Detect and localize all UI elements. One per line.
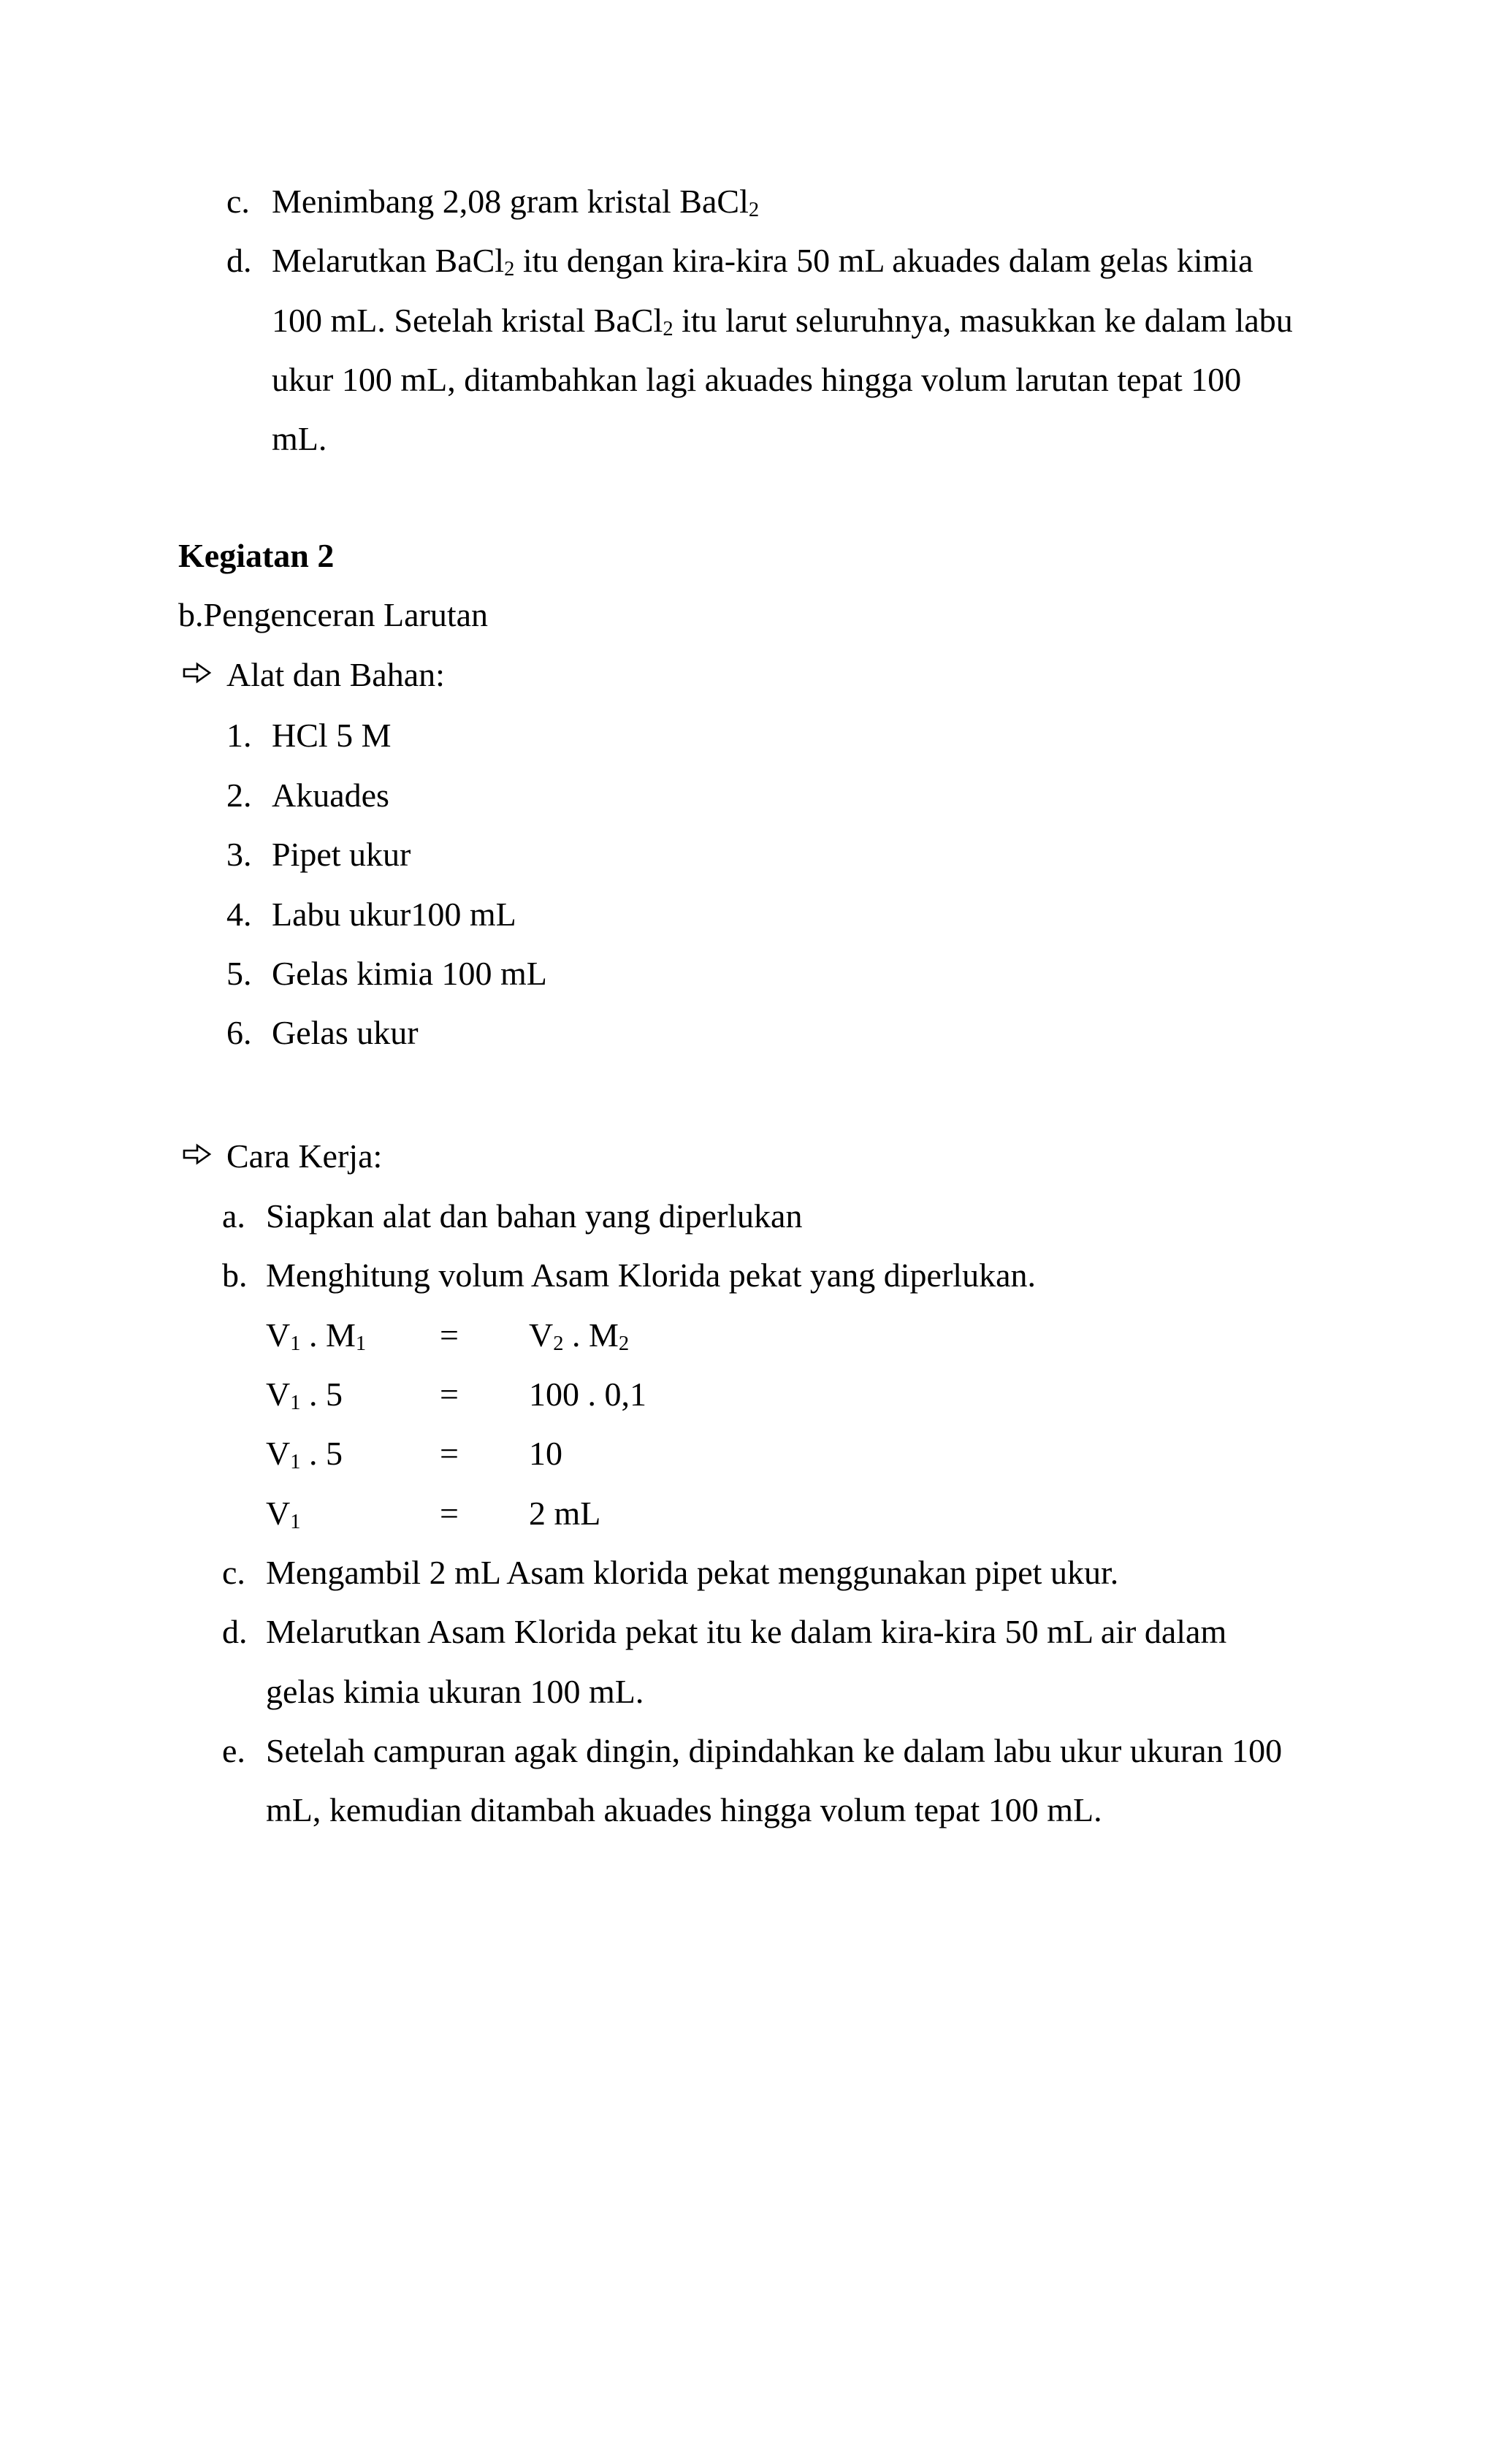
list-item: Gelas kimia 100 mL — [272, 955, 547, 992]
list-item: Melarutkan BaCl$_2$ itu dengan kira-kira 50 mL akuades dalam gelas kimia — [272, 242, 1253, 281]
equation-lhs: $V_1$ . 5 — [266, 1376, 343, 1415]
list-item: HCl 5 M — [272, 717, 392, 754]
equation-lhs: $V_1$ — [266, 1495, 301, 1534]
list-marker: 5. — [226, 955, 252, 992]
list-item: Pipet ukur — [272, 836, 411, 873]
list-item: Mengambil 2 mL Asam klorida pekat menggunakan pipet ukur. — [266, 1554, 1119, 1591]
list-item: Akuades — [272, 777, 389, 814]
equals-sign: = — [440, 1495, 459, 1532]
list-item-continuation: gelas kimia ukuran 100 mL. — [266, 1673, 644, 1710]
list-item-continuation: 100 mL. Setelah kristal BaCl$_2$ itu larut seluruhnya, masukkan ke dalam labu — [272, 302, 1293, 341]
list-marker: 2. — [226, 777, 252, 814]
list-item-continuation: ukur 100 mL, ditambahkan lagi akuades hingga volum larutan tepat 100 — [272, 361, 1242, 398]
equation-lhs: $V_1$ . 5 — [266, 1435, 343, 1474]
list-marker: 1. — [226, 717, 252, 754]
equation-rhs: 100 . 0,1 — [529, 1376, 646, 1413]
list-item: Menghitung volum Asam Klorida pekat yang diperlukan. — [266, 1256, 1036, 1294]
arrow-right-outline-icon — [183, 662, 212, 684]
list-marker: 6. — [226, 1014, 252, 1051]
list-marker: 4. — [226, 896, 252, 933]
equation-lhs: $V_1$ . $M_1$ — [266, 1316, 367, 1356]
equation-rhs: 10 — [529, 1435, 562, 1472]
equation-rhs: 2 mL — [529, 1495, 601, 1532]
equation-rhs: $V_2$ . $M_2$ — [529, 1316, 630, 1356]
alat-bahan-label: Alat dan Bahan: — [226, 656, 445, 693]
equals-sign: = — [440, 1376, 459, 1413]
section-heading: Kegiatan 2 — [178, 537, 335, 574]
list-marker: e. — [222, 1732, 245, 1769]
equals-sign: = — [440, 1316, 459, 1354]
list-marker: d. — [226, 242, 252, 279]
list-item: Setelah campuran agak dingin, dipindahkan ke dalam labu ukur ukuran 100 — [266, 1732, 1283, 1769]
list-item-continuation: mL. — [272, 420, 327, 457]
list-marker: c. — [226, 183, 250, 220]
list-marker: 3. — [226, 836, 252, 873]
list-item: Siapkan alat dan bahan yang diperlukan — [266, 1197, 803, 1235]
list-item: Menimbang 2,08 gram kristal BaCl$_2$ — [272, 183, 760, 222]
section-subheading: b.Pengenceran Larutan — [178, 596, 489, 633]
list-marker: a. — [222, 1197, 245, 1235]
cara-kerja-label: Cara Kerja: — [226, 1137, 383, 1175]
list-marker: c. — [222, 1554, 245, 1591]
list-item: Labu ukur100 mL — [272, 896, 516, 933]
list-item: Gelas ukur — [272, 1014, 419, 1051]
list-marker: b. — [222, 1256, 248, 1294]
arrow-right-outline-icon — [183, 1143, 212, 1165]
list-item: Melarutkan Asam Klorida pekat itu ke dalam kira-kira 50 mL air dalam — [266, 1613, 1227, 1650]
list-item-continuation: mL, kemudian ditambah akuades hingga volum tepat 100 mL. — [266, 1791, 1102, 1828]
equals-sign: = — [440, 1435, 459, 1472]
list-marker: d. — [222, 1613, 248, 1650]
